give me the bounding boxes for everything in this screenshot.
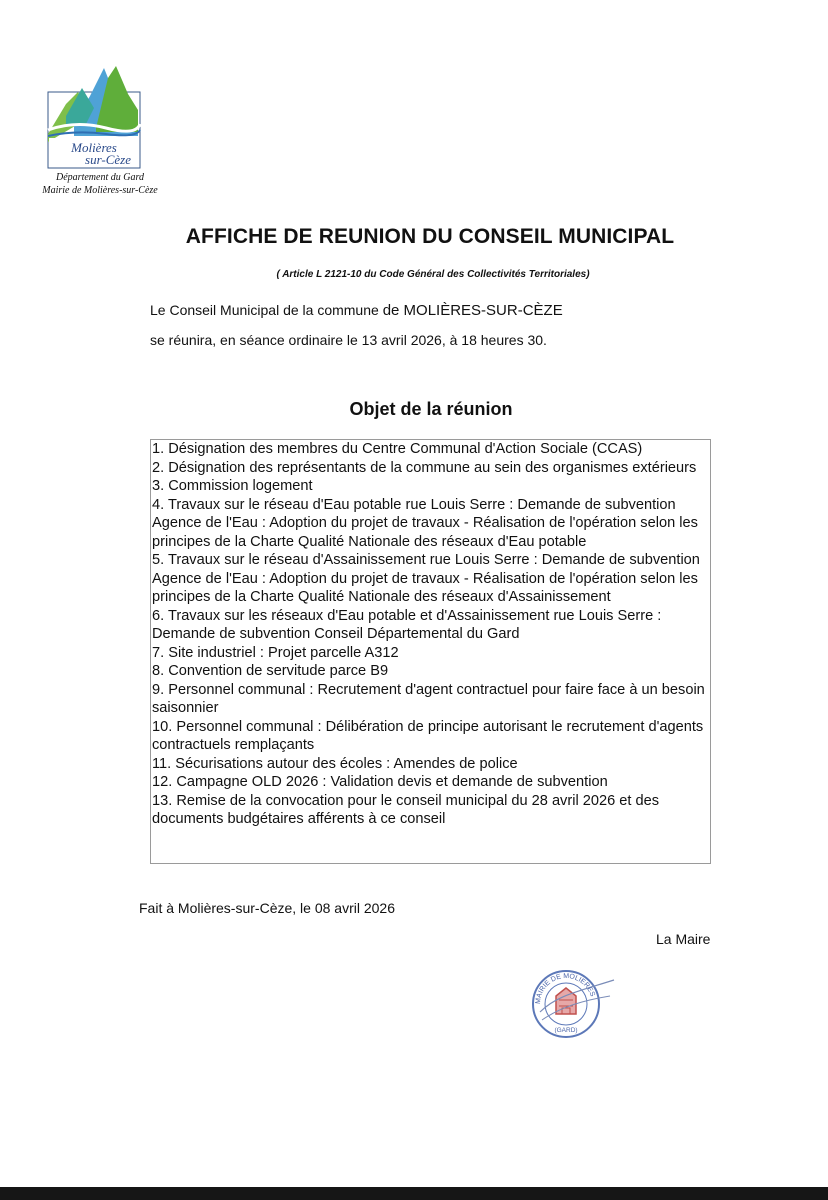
agenda-box bbox=[150, 439, 711, 864]
agenda-item-5: 5. Travaux sur le réseau d'Assainissement rue Louis Serre : Demande de subvention Agence de l'Eau : Adoption du projet de travaux - Réalisation de l'opération selon les principes de la Charte Qualité Nationale des réseaux d'Assainissement bbox=[152, 552, 700, 605]
bottom-bar bbox=[0, 1187, 828, 1200]
logo-text-line2: sur-Cèze bbox=[85, 152, 131, 167]
mairie-label: Mairie de Molières-sur-Cèze bbox=[42, 185, 158, 196]
agenda-item-9: 9. Personnel communal : Recrutement d'agent contractuel pour faire face à un besoin saisonnier bbox=[152, 681, 705, 716]
intro-line-1 bbox=[150, 302, 563, 319]
commune-name: de MOLIÈRES-SUR-CÈZE bbox=[382, 302, 563, 319]
official-stamp bbox=[526, 966, 618, 1042]
agenda-item-3: 3. Commission logement bbox=[152, 478, 313, 494]
town-hall-stamp-icon bbox=[526, 966, 618, 1042]
agenda-item-2: 2. Désignation des représentants de la commune au sein des organismes extérieurs bbox=[152, 459, 697, 476]
agenda-item-12: 12. Campagne OLD 2026 : Validation devis et demande de subvention bbox=[152, 774, 608, 790]
intro-text: Le Conseil Municipal de la commune bbox=[150, 302, 379, 318]
stamp-subtext: (GARD) bbox=[554, 1027, 578, 1034]
legal-reference: ( Article L 2121-10 du Code Général des Collectivités Territoriales) bbox=[276, 269, 590, 280]
agenda-item-1: 1. Désignation des membres du Centre Communal d'Action Sociale (CCAS) bbox=[152, 441, 643, 457]
logo-text-line1: Molières bbox=[71, 140, 117, 155]
signatory: La Maire bbox=[656, 931, 711, 947]
stamp-text: MAIRIE DE MOLIERES bbox=[534, 972, 596, 1005]
agenda-item-6: 6. Travaux sur les réseaux d'Eau potable et d'Assainissement rue Louis Serre : Demande de subvention Conseil Départemental du Gard bbox=[152, 607, 662, 642]
agenda-item-7: 7. Site industriel : Projet parcelle A312 bbox=[152, 644, 399, 661]
mountains-logo-icon bbox=[46, 64, 150, 172]
agenda-item-10: 10. Personnel communal : Délibération de principe autorisant le recrutement d'agents contractuels remplaçants bbox=[152, 718, 704, 753]
document-title: AFFICHE DE REUNION DU CONSEIL MUNICIPAL bbox=[185, 225, 675, 248]
agenda-item-13: 13. Remise de la convocation pour le conseil municipal du 28 avril 2026 et des documents budgétaires afférents à ce conseil bbox=[152, 792, 660, 827]
logo-caption bbox=[30, 171, 170, 197]
intro-line-2: se réunira, en séance ordinaire le 13 avril 2026, à 18 heures 30. bbox=[150, 332, 547, 348]
section-title: Objet de la réunion bbox=[349, 399, 513, 419]
commune-logo bbox=[46, 64, 150, 172]
place-and-date: Fait à Molières-sur-Cèze, le 08 avril 2026 bbox=[139, 900, 395, 916]
department-label: Département du Gard bbox=[56, 172, 144, 183]
agenda-item-8: 8. Convention de servitude parce B9 bbox=[152, 663, 389, 679]
agenda-item-4: 4. Travaux sur le réseau d'Eau potable rue Louis Serre : Demande de subvention Agence de l'Eau : Adoption du projet de travaux - Réalisation de l'opération selon les principes de la Charte Qualité Nationale des réseaux d'Eau potable bbox=[152, 496, 698, 550]
agenda-item-11: 11. Sécurisations autour des écoles : Amendes de police bbox=[152, 755, 518, 772]
